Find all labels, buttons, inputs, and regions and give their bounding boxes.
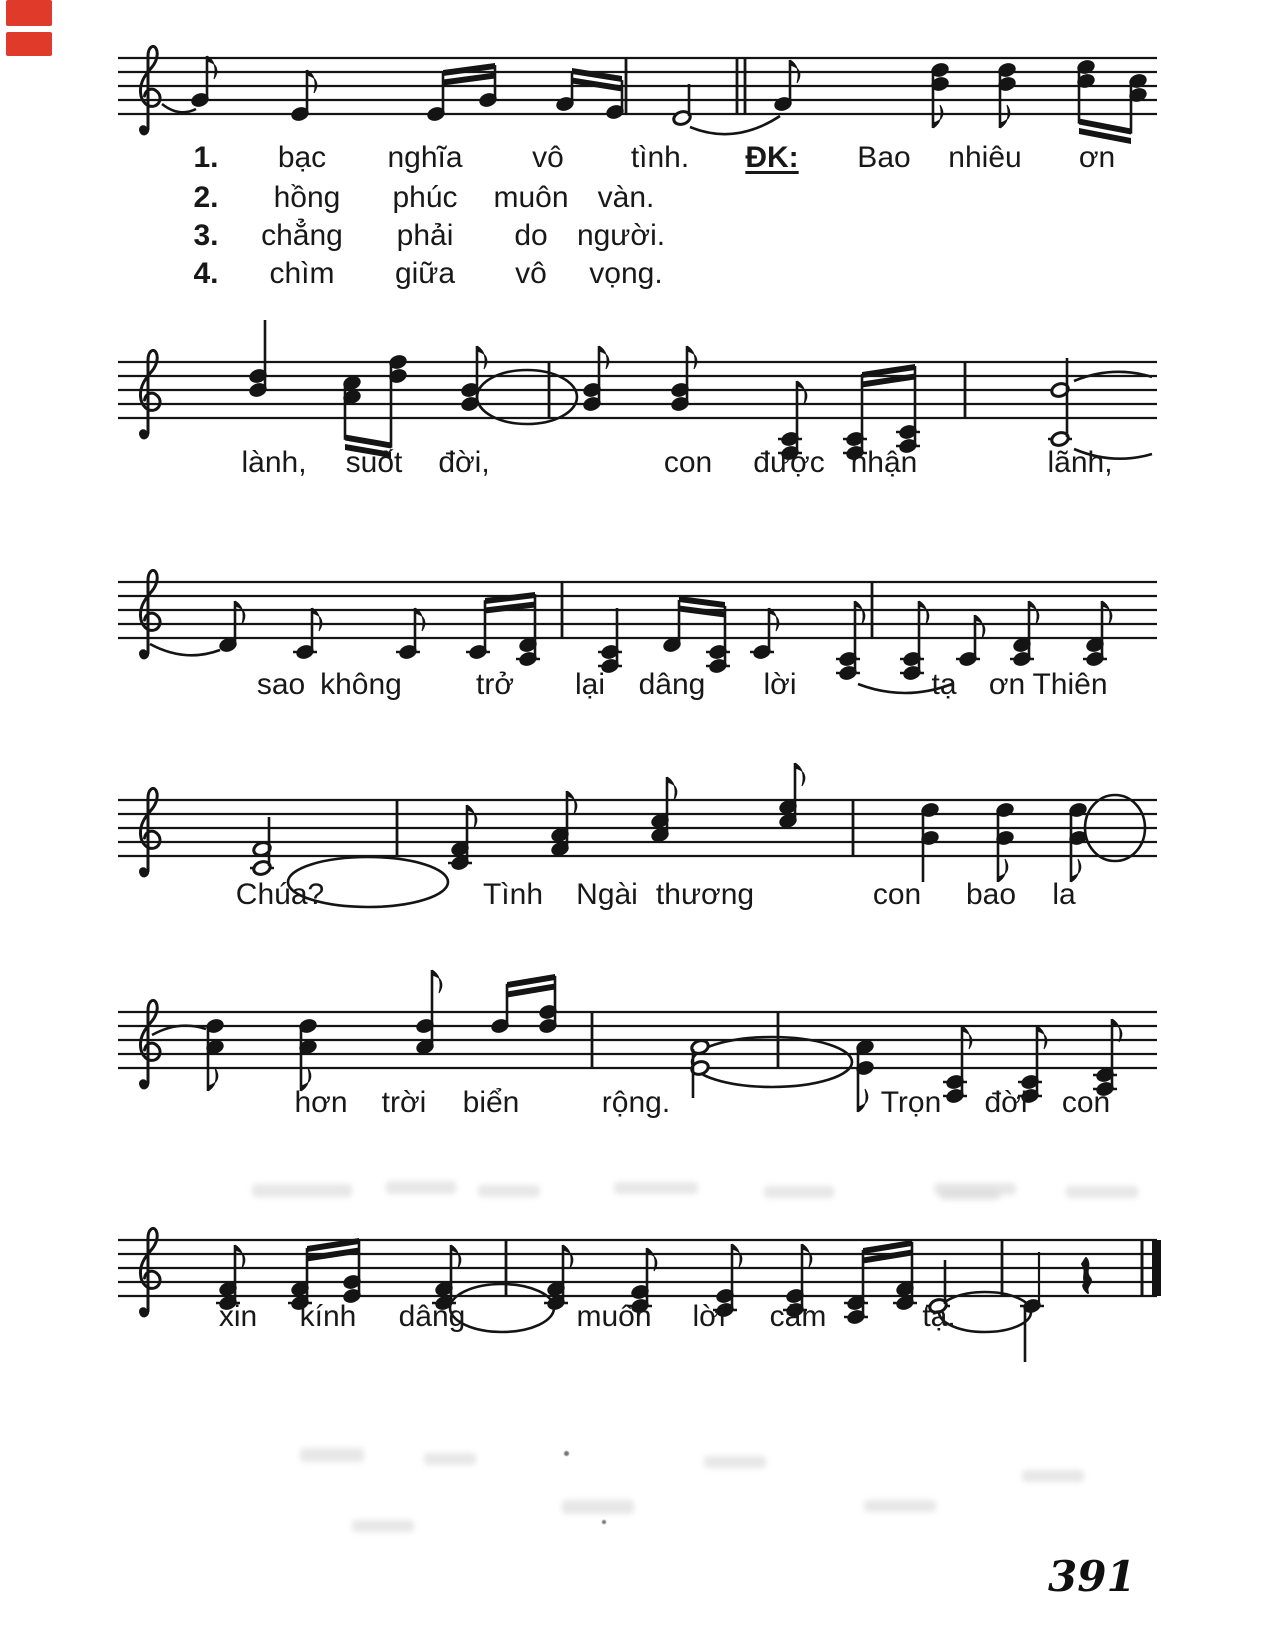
lyric-word: Trọn xyxy=(880,1086,942,1119)
lyric-word: muôn xyxy=(493,181,569,214)
lyric-word: cảm xyxy=(769,1300,827,1333)
verse-number: 3. xyxy=(193,219,219,252)
lyric-word: bao xyxy=(965,878,1017,911)
lyric-word: lời xyxy=(692,1300,726,1333)
lyric-word: hơn xyxy=(294,1086,348,1119)
lyric-word: con xyxy=(663,446,713,479)
lyric-word: con xyxy=(872,878,922,911)
lyric-word: vọng. xyxy=(589,257,663,290)
bleed-through-mark xyxy=(764,1186,834,1198)
lyric-word: bạc xyxy=(277,141,327,174)
lyric-word: ơn xyxy=(988,668,1026,701)
treble-clef-icon xyxy=(139,1228,160,1316)
lyric-word: thương xyxy=(655,878,755,911)
lyric-word: trở xyxy=(476,668,514,701)
lyric-word: sao xyxy=(256,668,306,701)
lyric-word: vàn. xyxy=(597,181,655,214)
quarter-rest-icon xyxy=(1082,1258,1091,1293)
lyric-word: Bao xyxy=(857,141,911,174)
lyric-word: Chúa? xyxy=(235,878,325,911)
lyric-word: lãnh, xyxy=(1047,446,1113,479)
lyric-word: muôn xyxy=(576,1300,652,1333)
bleed-through-mark xyxy=(704,1456,766,1468)
lyric-word: dâng xyxy=(398,1300,466,1333)
lyric-word: kính xyxy=(299,1300,357,1333)
lyric-word: xin xyxy=(218,1300,258,1333)
lyric-word: tạ xyxy=(931,668,957,701)
bleed-through-mark xyxy=(614,1182,698,1194)
lyric-word: lời xyxy=(763,668,797,701)
bleed-through-mark xyxy=(252,1184,352,1197)
bleed-through-mark xyxy=(478,1185,540,1197)
bleed-through-mark xyxy=(940,1190,1000,1200)
lyric-word: đời, xyxy=(438,446,490,479)
lyric-word: lại xyxy=(574,668,606,701)
lyric-word: do xyxy=(514,219,548,252)
bleed-through-mark xyxy=(386,1181,456,1194)
lyric-word: được xyxy=(753,446,825,479)
verse-number: 1. xyxy=(193,141,219,174)
lyric-word: giữa xyxy=(394,257,456,290)
page-number: 391 xyxy=(1048,1552,1136,1601)
lyric-word: không xyxy=(320,668,402,701)
lyric-word: người. xyxy=(576,219,666,252)
lyric-word: phúc xyxy=(392,181,458,214)
bleed-through-mark xyxy=(424,1453,476,1465)
bleed-through-mark xyxy=(1022,1470,1084,1482)
lyric-word: trời xyxy=(381,1086,427,1119)
bleed-through-mark xyxy=(1066,1186,1138,1198)
lyric-word: Tình xyxy=(482,878,544,911)
verse-number: 4. xyxy=(193,257,219,290)
lyric-word: Thiên xyxy=(1032,668,1108,701)
lyric-word: nhận xyxy=(850,446,918,479)
lyric-word: la xyxy=(1052,878,1076,911)
ink-speck xyxy=(602,1520,606,1524)
lyric-word: Ngài xyxy=(576,878,638,911)
lyric-word: hồng xyxy=(273,181,341,214)
lyric-word: tạ. xyxy=(922,1300,956,1333)
treble-clef-icon xyxy=(139,46,160,134)
page-edge-mark xyxy=(6,32,52,56)
ink-speck xyxy=(564,1451,569,1456)
treble-clef-icon xyxy=(139,1000,160,1088)
page-edge-mark xyxy=(6,0,52,26)
lyric-word: vô xyxy=(532,141,564,174)
lyric-word: phải xyxy=(396,219,454,252)
lyric-word: con xyxy=(1061,1086,1111,1119)
lyric-word: dâng xyxy=(638,668,706,701)
verse-number: 2. xyxy=(193,181,219,214)
bleed-through-mark xyxy=(300,1448,364,1462)
lyric-word: chẳng xyxy=(261,219,343,252)
lyric-word: suốt xyxy=(345,446,403,479)
staff-system xyxy=(118,46,1157,144)
lyric-word: tình. xyxy=(630,141,690,174)
treble-clef-icon xyxy=(139,788,160,876)
lyric-word: lành, xyxy=(241,446,307,479)
lyric-word: đời xyxy=(984,1086,1028,1119)
lyric-word: nghĩa xyxy=(387,141,463,174)
lyric-word: ơn xyxy=(1078,141,1116,174)
bleed-through-mark xyxy=(562,1500,634,1514)
refrain-marker: ĐK: xyxy=(745,141,799,174)
lyric-word: biển xyxy=(462,1086,520,1119)
treble-clef-icon xyxy=(139,350,160,438)
lyric-word: chìm xyxy=(269,257,335,290)
lyric-word: nhiêu xyxy=(948,141,1022,174)
lyric-word: vô xyxy=(515,257,547,290)
staff-system xyxy=(118,320,1157,461)
bleed-through-mark xyxy=(352,1520,414,1532)
staff-system xyxy=(118,1228,1161,1362)
bleed-through-mark xyxy=(864,1500,936,1512)
lyric-word: rộng. xyxy=(601,1086,671,1119)
